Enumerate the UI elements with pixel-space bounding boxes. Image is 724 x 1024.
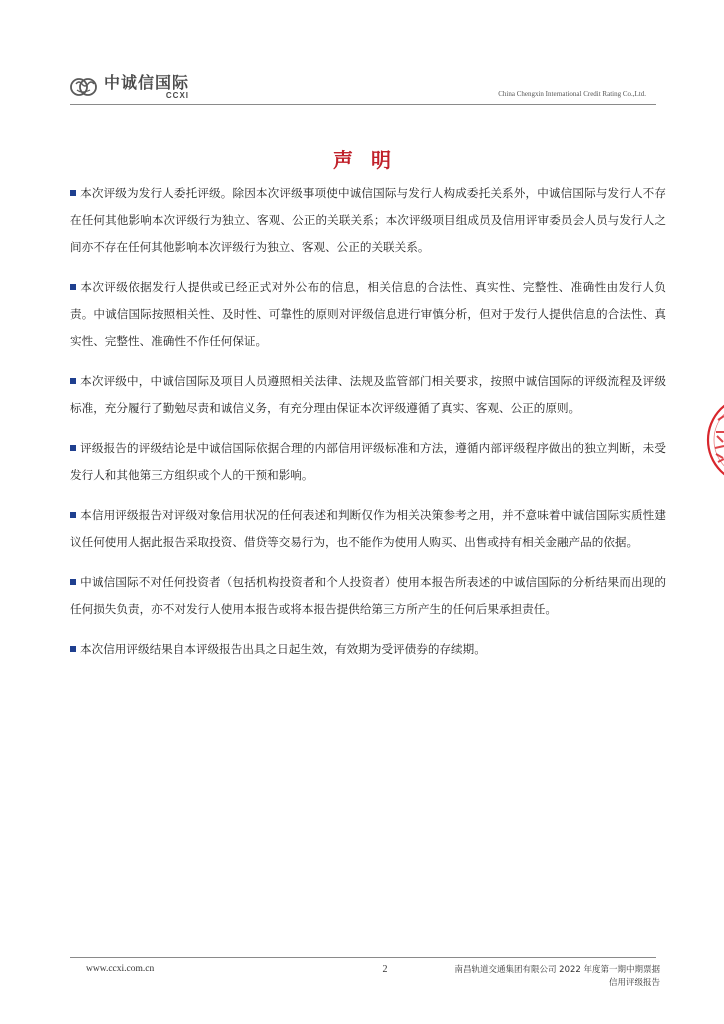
statement-text: 本次评级依据发行人提供或已经正式对外公布的信息，相关信息的合法性、真实性、完整性、准确性由发行人负责。中诚信国际按照相关性、及时性、可靠性的原则对评级信息进行审慎分析，但对于发行人提供信息的合法性、真实性、完整性、准确性不作任何保证。 (70, 280, 666, 348)
header-divider (70, 104, 656, 105)
statement-item (70, 636, 666, 663)
footer-doc-title-line2: 信用评级报告 (608, 978, 660, 988)
statement-item (70, 569, 666, 623)
footer-website: www.ccxi.com.cn (86, 964, 155, 974)
ccxi-logo (70, 70, 189, 104)
statement-list (70, 180, 666, 676)
statement-text: 本次评级中，中诚信国际及项目人员遵照相关法律、法规及监管部门相关要求，按照中诚信国际的评级流程及评级标准，充分履行了勤勉尽责和诚信义务，有充分理由保证本次评级遵循了真实、客观、公正的原则。 (70, 374, 666, 415)
square-bullet-icon (70, 646, 76, 652)
statement-text: 评级报告的评级结论是中诚信国际依据合理的内部信用评级标准和方法，遵循内部评级程序做出的独立判断，未受发行人和其他第三方组织或个人的干预和影响。 (70, 441, 666, 482)
ccxi-logo-icon (70, 74, 100, 100)
square-bullet-icon (70, 445, 76, 451)
statement-text: 中诚信国际不对任何投资者（包括机构投资者和个人投资者）使用本报告所表述的中诚信国际的分析结果而出现的任何损失负责，亦不对发行人使用本报告或将本报告提供给第三方所产生的任何后果承担责任。 (70, 575, 666, 616)
statement-item (70, 435, 666, 489)
company-seal-icon (706, 390, 724, 490)
page-title: 声明 (333, 148, 409, 172)
square-bullet-icon (70, 512, 76, 518)
statement-text: 本信用评级报告对评级对象信用状况的任何表述和判断仅作为相关决策参考之用，并不意味着中诚信国际实质性建议任何使用人据此报告采取投资、借贷等交易行为，也不能作为使用人购买、出售或持有相关金融产品的依据。 (70, 508, 666, 549)
square-bullet-icon (70, 284, 76, 290)
logo-chinese-name: 中诚信国际 (104, 72, 190, 92)
page-number: 2 (382, 964, 388, 975)
square-bullet-icon (70, 190, 76, 196)
footer-divider (70, 957, 656, 958)
header-company-name: China Chengxin International Credit Rating Co.,Ltd. (498, 90, 646, 98)
statement-item (70, 180, 666, 261)
statement-item (70, 368, 666, 422)
square-bullet-icon (70, 378, 76, 384)
statement-text: 本次评级为发行人委托评级。除因本次评级事项使中诚信国际与发行人构成委托关系外，中诚信国际与发行人不存在任何其他影响本次评级行为独立、客观、公正的关联关系；本次评级项目组成员及信用评审委员会人员与发行人之间亦不存在任何其他影响本次评级行为独立、客观、公正的关联关系。 (70, 186, 666, 254)
footer-doc-title-line1: 南昌轨道交通集团有限公司 2022 年度第一期中期票据 (454, 965, 660, 975)
statement-item (70, 502, 666, 556)
square-bullet-icon (70, 579, 76, 585)
statement-item (70, 274, 666, 355)
page-header (70, 70, 656, 104)
statement-text: 本次信用评级结果自本评级报告出具之日起生效，有效期为受评债券的存续期。 (80, 642, 486, 656)
footer-document-title (454, 964, 660, 990)
logo-english-name: CCXI (165, 90, 190, 100)
